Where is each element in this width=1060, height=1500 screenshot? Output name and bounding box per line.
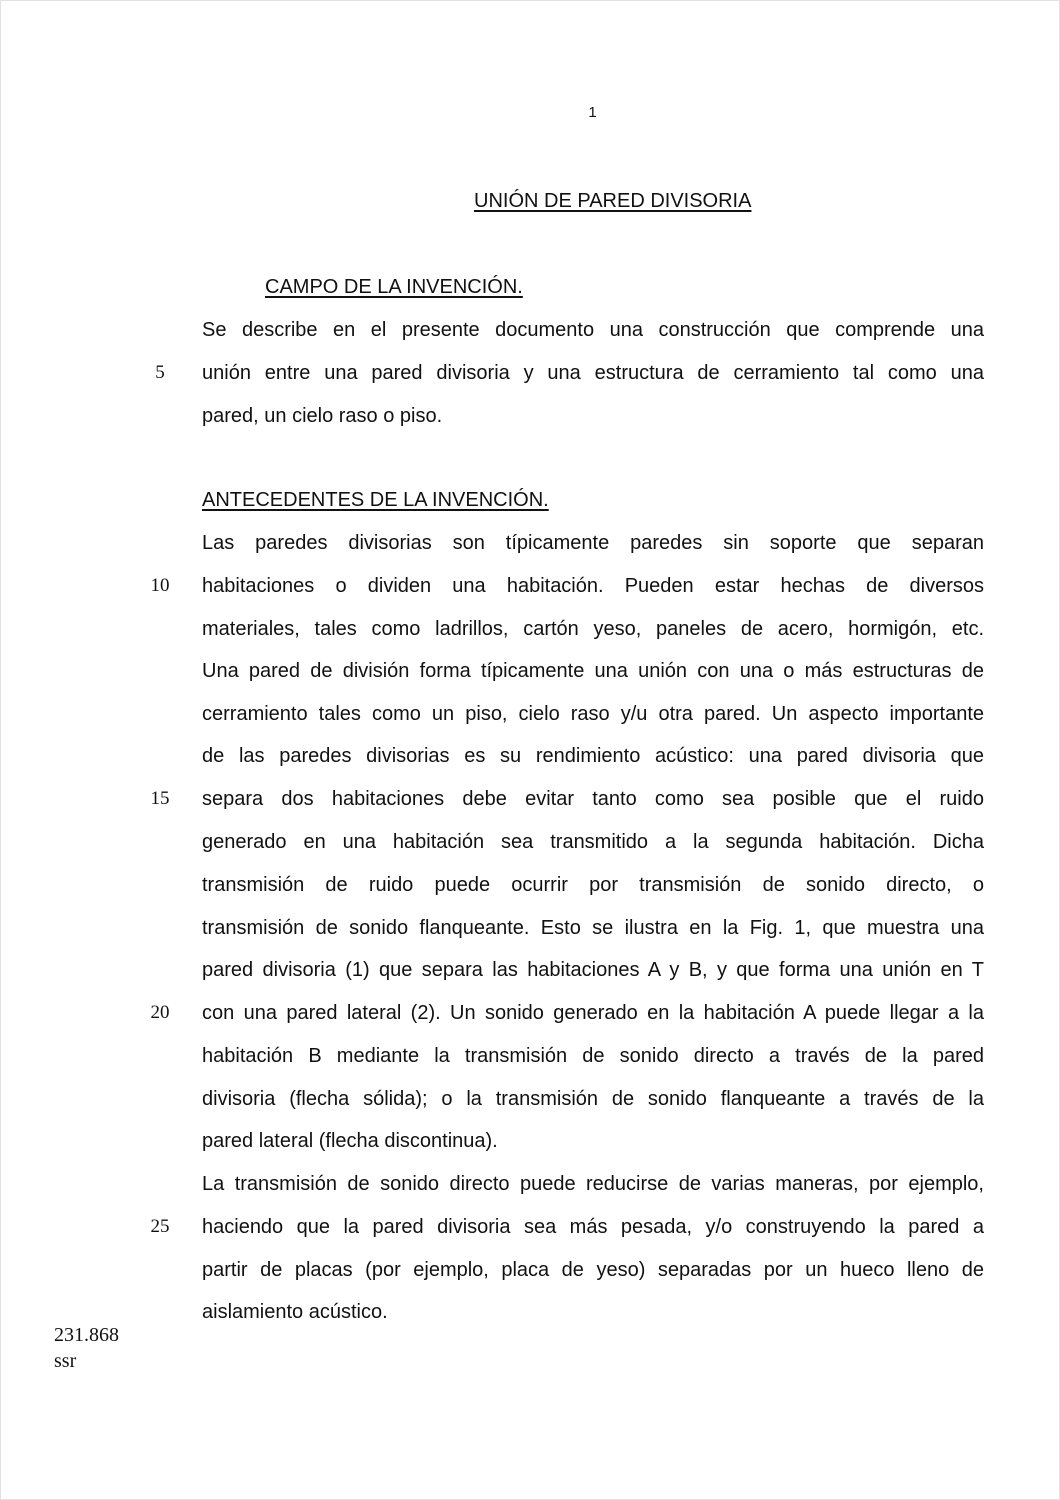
text-line: cerramiento tales como un piso, cielo raso y/u otra pared. Un aspecto importante xyxy=(202,703,984,725)
section-heading-background: ANTECEDENTES DE LA INVENCIÓN. xyxy=(202,489,549,511)
footer-code: ssr xyxy=(54,1350,77,1372)
line-number: 25 xyxy=(150,1216,170,1237)
text-line: pared, un cielo raso o piso. xyxy=(202,405,443,427)
text-line: Las paredes divisorias son típicamente paredes sin soporte que separan xyxy=(202,532,984,554)
text-line: haciendo que la pared divisoria sea más pesada, y/o construyendo la pared a xyxy=(202,1216,984,1238)
text-line: partir de placas (por ejemplo, placa de yeso) separadas por un hueco lleno de xyxy=(202,1259,984,1281)
page-number: 1 xyxy=(588,104,597,121)
text-line: habitación B mediante la transmisión de sonido directo a través de la pared xyxy=(202,1045,984,1067)
text-line: aislamiento acústico. xyxy=(202,1301,388,1323)
document-title: UNIÓN DE PARED DIVISORIA xyxy=(474,190,752,212)
text-line: unión entre una pared divisoria y una estructura de cerramiento tal como una xyxy=(202,362,984,384)
text-line: La transmisión de sonido directo puede reducirse de varias maneras, por ejemplo, xyxy=(202,1173,984,1195)
text-line: transmisión de ruido puede ocurrir por transmisión de sonido directo, o xyxy=(202,874,984,896)
text-line: de las paredes divisorias es su rendimiento acústico: una pared divisoria que xyxy=(202,745,984,767)
text-line: generado en una habitación sea transmitido a la segunda habitación. Dicha xyxy=(202,831,984,853)
line-number: 5 xyxy=(155,362,165,383)
section-heading-field: CAMPO DE LA INVENCIÓN. xyxy=(265,276,523,298)
text-line: con una pared lateral (2). Un sonido generado en la habitación A puede llegar a la xyxy=(202,1002,984,1024)
line-number: 15 xyxy=(150,788,170,809)
text-line: Una pared de división forma típicamente una unión con una o más estructuras de xyxy=(202,660,984,682)
text-line: habitaciones o dividen una habitación. Pueden estar hechas de diversos xyxy=(202,575,984,597)
line-number: 20 xyxy=(150,1002,170,1023)
text-line: pared lateral (flecha discontinua). xyxy=(202,1130,498,1152)
text-line: divisoria (flecha sólida); o la transmisión de sonido flanqueante a través de la xyxy=(202,1088,984,1110)
text-line: pared divisoria (1) que separa las habitaciones A y B, y que forma una unión en T xyxy=(202,959,984,981)
text-line: transmisión de sonido flanqueante. Esto se ilustra en la Fig. 1, que muestra una xyxy=(202,917,984,939)
text-line: Se describe en el presente documento una construcción que comprende una xyxy=(202,319,984,341)
text-line: materiales, tales como ladrillos, cartón yeso, paneles de acero, hormigón, etc. xyxy=(202,618,984,640)
footer-reference xyxy=(54,1322,119,1374)
footer-ref-number: 231.868 xyxy=(54,1324,119,1346)
text-line: separa dos habitaciones debe evitar tanto como sea posible que el ruido xyxy=(202,788,984,810)
line-number: 10 xyxy=(150,575,170,596)
